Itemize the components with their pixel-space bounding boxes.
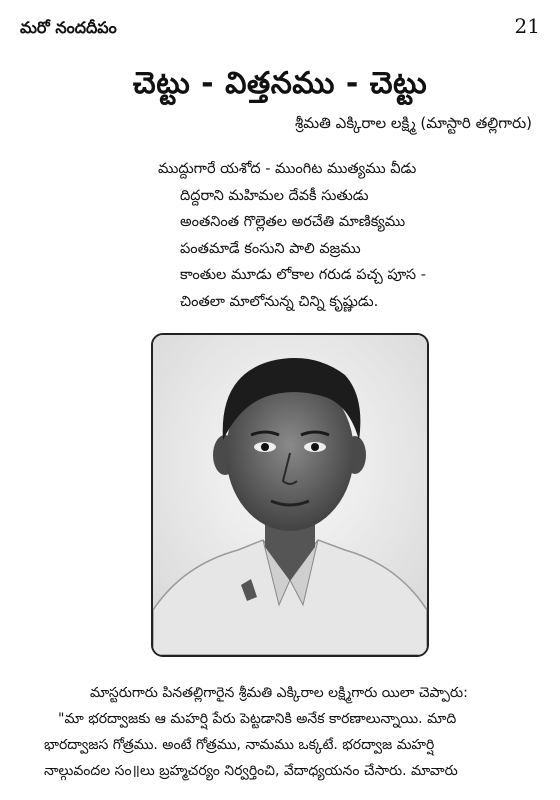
poem-line: పంతమాడే కంసుని పాలి వజ్రము: [180, 240, 361, 257]
poem-line: చింతలా మాలోనున్న చిన్ని కృష్ణుడు.: [180, 293, 379, 310]
poem-line: అంతనింత గొల్లెతల అరచేతి మాణిక్యము: [180, 214, 406, 230]
poem-line: కాంతుల మూడు లోకాల గరుడ పచ్చ పూస -: [180, 267, 426, 283]
portrait-photo: [151, 333, 429, 657]
boy-portrait-illustration: [153, 335, 427, 655]
poem-line: ముద్దుగారే యశోద - ముంగిట ముత్యము వీడు: [158, 161, 417, 177]
page-header: [20, 14, 540, 44]
book-title: మరో నందదీపం: [20, 18, 117, 37]
article-title: చెట్టు - విత్తనము - చెట్టు: [132, 66, 428, 101]
prose-paragraph: [44, 680, 538, 784]
prose-line: మాస్టరుగారు పినతల్లిగారైన శ్రీమతి ఎక్కిరాల లక్ష్మిగారు యిలా చెప్పారు:: [90, 685, 468, 701]
author-line: శ్రీమతి ఎక్కిరాల లక్ష్మి (మాస్టారి తల్లిగారు): [295, 114, 532, 132]
prose-line: నాల్గువందల సం॥లు బ్రహ్మచర్యం నిర్వర్తించి, వేదాధ్యయనం చేసారు. మావారు: [44, 763, 458, 779]
poem-line: దిద్దరాని మహిమల దేవకీ సుతుడు: [180, 187, 369, 204]
page-number: 21: [514, 14, 540, 38]
prose-line: భారద్వాజస గోత్రము. అంటే గోత్రము, నామము ఒక్కటే. భరద్వాజ మహర్షి: [44, 737, 435, 753]
poem: [158, 156, 426, 315]
prose-line: "మా భరద్వాజకు ఆ మహర్షి పేరు పెట్టడానికి అనేక కారణాలున్నాయి. మాది: [58, 711, 457, 727]
